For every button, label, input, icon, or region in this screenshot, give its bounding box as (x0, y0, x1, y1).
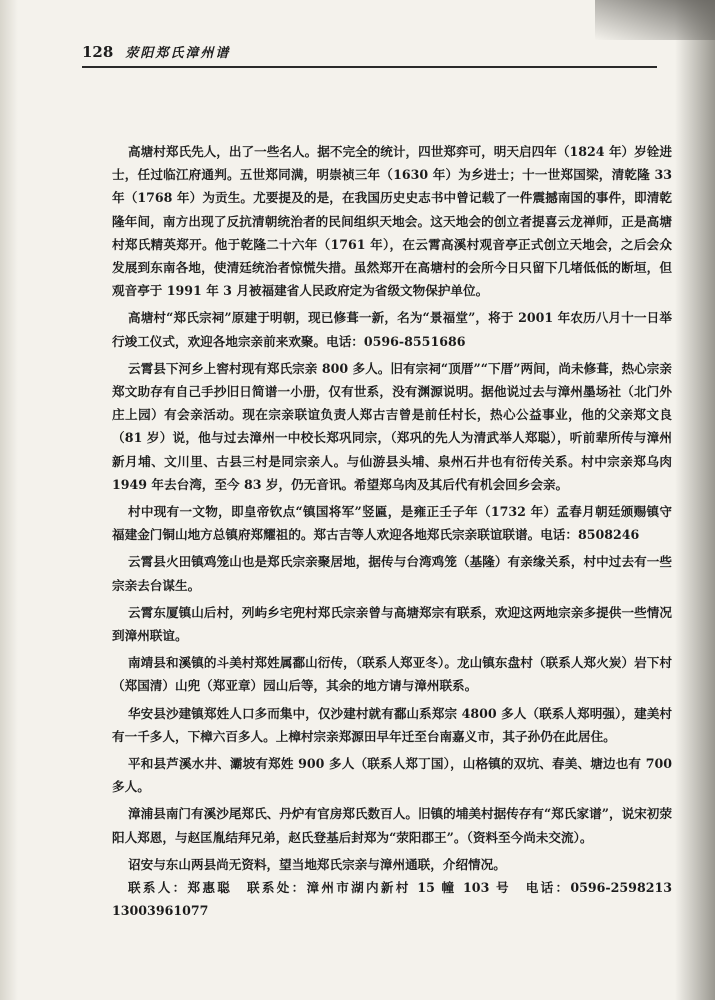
paragraph-zhaoan-dongshan: 诏安与东山两县尚无资料，望当地郑氏宗亲与漳州通联，介绍情况。 (128, 856, 506, 872)
header-rule (82, 66, 657, 68)
scan-corner-shadow (595, 0, 715, 40)
paragraph-nanjing-county: 南靖县和溪镇的斗美村郑姓属鄱山衍传，（联系人郑亚冬）。龙山镇东盘村（联系人郑火炭）岩下村（郑国清）山兜（郑亚章）园山后等，其余的地方请与漳州联系。 (112, 655, 672, 694)
page-body (112, 140, 672, 923)
paragraph-dongxia: 云霄东厦镇山后村，列屿乡宅兜村郑氏宗亲曾与高塘郑宗有联系，欢迎这两地宗亲多提供一些情况到漳州联谊。 (112, 604, 672, 644)
scan-edge-shadow-right (675, 0, 715, 1000)
scan-edge-shadow-left (0, 0, 18, 1000)
running-title: 荥阳郑氏漳州谱 (125, 46, 231, 61)
paragraph-ancestral-hall: 高塘村“郑氏宗祠”原建于明朝，现已修葺一新，名为“景福堂”，将于 2001 年农历八月十一日举行竣工仪式，欢迎各地宗亲前来欢聚。电话：0596-8551686 (112, 310, 672, 349)
paragraph-pinghe-county: 平和县芦溪水井、灞坡有郑姓 900 多人（联系人郑丁国），山格镇的双坑、春美、塘边也有 700 多人。 (112, 756, 672, 795)
paragraph-jilongshan: 云霄县火田镇鸡笼山也是郑氏宗亲聚居地，据传与台湾鸡笼（基隆）有亲缘关系，村中过去有一些宗亲去台谋生。 (112, 554, 672, 593)
paragraph-huaan-county: 华安县沙建镇郑姓人口多而集中，仅沙建村就有鄱山系郑宗 4800 多人（联系人郑明强），建美村有一千多人，下樟六百多人。上樟村宗亲郑源田早年迁至台南嘉义市，其子孙仍在此居住。 (112, 705, 672, 744)
paragraph-shangjiao-village: 云霄县下河乡上窖村现有郑氏宗亲 800 多人。旧有宗祠“顶厝”“下厝”两间，尚未修葺，热心宗亲郑文助存有自己手抄旧日简谱一小册，仅有世系，没有渊源说明。据他说过去与漳州墨场社（北门外庄上园）有会亲活动。现在宗亲联谊负责人郑古吉曾是前任村长，热心公益事业，他的父亲郑文良（81 岁）说，他与过去漳州一中校长郑巩同宗，（郑巩的先人为清武举人郑聪），听前辈所传与漳州新月埔、文川里、古县三村是同宗亲人。与仙游县头埔、泉州石井也有衍传关系。村中宗亲郑乌肉 1949 年去台湾，至今 83 岁，仍无音讯。希望郑乌肉及其后代有机会回乡会亲。 (112, 360, 672, 492)
paragraph-plaque-relic: 村中现有一文物，即皇帝钦点“镇国将军”竖匾，是雍正壬子年（1732 年）孟春月朝廷颁赐镇守福建金门铜山地方总镇府郑耀祖的。郑古吉等人欢迎各地郑氏宗亲联谊联谱。电话：8508246 (112, 504, 672, 543)
contact-line: 联系人：郑惠聪 联系处：漳州市湖内新村 15 幢 103 号 电话：0596-2598213 13003961077 (112, 880, 672, 919)
page-number: 128 (82, 43, 114, 61)
page-header (82, 42, 652, 61)
paragraph-gaotang-history: 高塘村郑氏先人，出了一些名人。据不完全的统计，四世郑弈可，明天启四年（1824 年）岁铨进士，任过临江府通判。五世郑同满，明崇祯三年（1630 年）为乡进士；十一世郑国梁，清乾隆 33 年（1768 年）为贡生。尤要提及的是，在我国历史史志书中曾记载了一件震撼南国的事件，即清乾隆年间，南方出现了反抗清朝统治者的民间组织天地会。这天地会的创立者提喜云龙禅师，正是高塘村郑氏精英郑开。他于乾隆二十六年（1761 年），在云霄高溪村观音亭正式创立天地会，之后会众发展到东南各地，使清廷统治者惊慌失措。虽然郑开在高塘村的会所今日只留下几堵低低的断垣，但观音亭于 1991 年 3 月被福建省人民政府定为省级文物保护单位。 (112, 144, 672, 299)
paragraph-zhangpu-county: 漳浦县南门有溪沙尾郑氏、丹炉有官房郑氏数百人。旧镇的埔美村据传存有“郑氏家谱”，说宋初荥阳人郑恩，与赵匡胤结拜兄弟，赵氏登基后封郑为“荥阳郡王”。（资料至今尚未交流）。 (112, 806, 672, 845)
